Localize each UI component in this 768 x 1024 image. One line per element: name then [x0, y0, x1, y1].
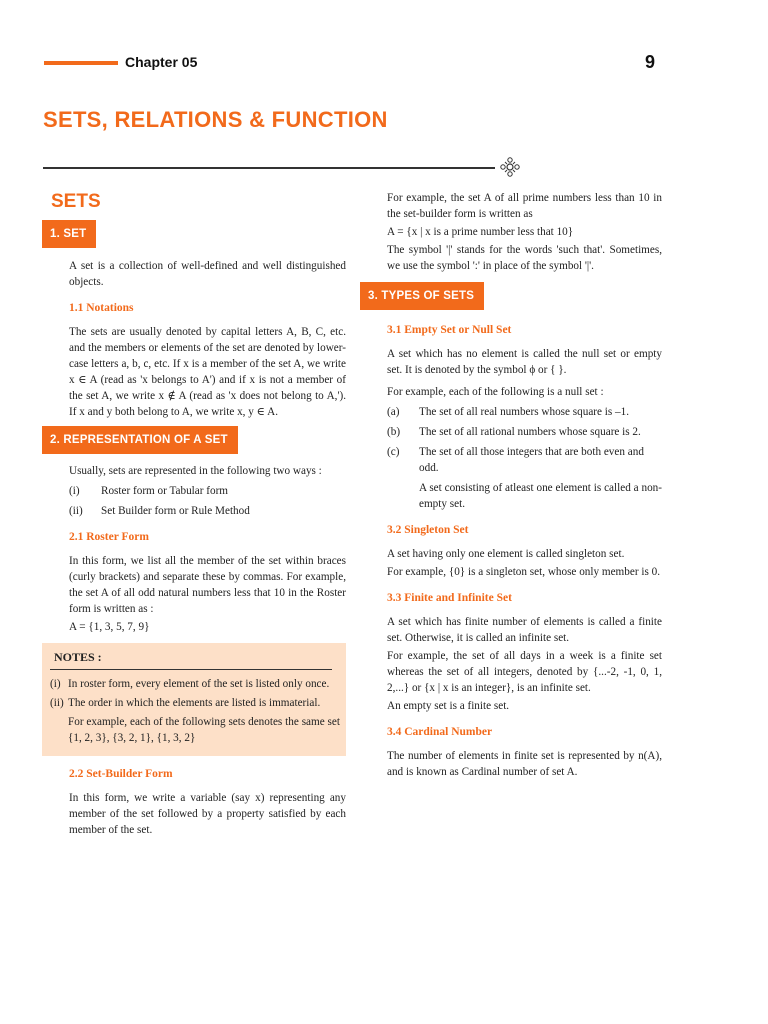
non-empty-set-note: A set consisting of atleast one element is called a non-empty set. — [419, 482, 662, 510]
list-item: (i) Roster form or Tabular form — [69, 485, 229, 497]
list-item: (i) In roster form, every element of the set is listed only once. — [50, 678, 330, 690]
finite-example: For example, the set of all days in a week is a finite set whereas the set of all integers, denoted by {...-2, -1, 0, 1, 2,...} or {x | x is an integer}, is an infinite set. — [387, 650, 662, 694]
list-item: (a) The set of all real numbers whose square is –1. — [387, 406, 630, 418]
header-accent-bar — [44, 61, 118, 65]
floral-ornament-icon — [498, 155, 522, 179]
chapter-label: Chapter 05 — [125, 54, 198, 70]
notes-title: NOTES : — [54, 650, 102, 664]
set-builder-equation: A = {x | x is a prime number less that 10} — [387, 226, 574, 238]
subheading-finite-infinite: 3.3 Finite and Infinite Set — [387, 592, 512, 604]
notes-divider — [50, 669, 332, 670]
sets-heading: SETS — [51, 191, 101, 212]
section-heading-representation: 2. REPRESENTATION OF A SET — [42, 426, 238, 454]
list-item: (c) The set of all those integers that are both even and odd. — [387, 446, 644, 474]
subheading-singleton-set: 3.2 Singleton Set — [387, 524, 469, 536]
set-definition: A set is a collection of well-defined and well distinguished objects. — [69, 260, 346, 288]
list-item: (ii) Set Builder form or Rule Method — [69, 505, 250, 517]
subheading-set-builder: 2.2 Set-Builder Form — [69, 768, 173, 780]
set-builder-example: For example, the set A of all prime numbers less than 10 in the set-builder form is written as — [387, 192, 662, 220]
such-that-note: The symbol '|' stands for the words 'such that'. Sometimes, we use the symbol ':' in place of the symbol '|'. — [387, 244, 662, 272]
subheading-notations: 1.1 Notations — [69, 302, 134, 314]
finite-definition: A set which has finite number of elements is called a finite set. Otherwise, it is called an infinite set. — [387, 616, 662, 644]
title-divider — [43, 167, 495, 169]
left-column — [42, 188, 346, 840]
notes-box — [42, 643, 346, 756]
notations-paragraph: The sets are usually denoted by capital letters A, B, C, etc. and the members or elements of the set are denoted by lower-case letters a, b, c, etc. If x is a member of the set A, we write x ∈ A (read as 'x belongs to A') and if x is not a member of the set A, we write x ∉ A (read as 'x does not belong to A,'). If x and y both belong to A, we write x, y ∈ A. — [69, 326, 346, 418]
set-builder-paragraph: In this form, we write a variable (say x) representing any member of the set followed by a property satisfied by each member of the set. — [69, 792, 346, 836]
page-title: SETS, RELATIONS & FUNCTION — [43, 107, 388, 132]
section-heading-set: 1. SET — [42, 220, 96, 248]
roster-equation: A = {1, 3, 5, 7, 9} — [69, 621, 150, 633]
notes-example: For example, each of the following sets denotes the same set {1, 2, 3}, {3, 2, 1}, {1, 3, 2} — [68, 716, 340, 744]
singleton-definition: A set having only one element is called singleton set. — [387, 548, 625, 560]
page-number: 9 — [645, 52, 656, 72]
subheading-roster-form: 2.1 Roster Form — [69, 531, 149, 543]
empty-set-definition: A set which has no element is called the null set or empty set. It is denoted by the symbol ϕ or { }. — [387, 348, 662, 376]
representation-intro: Usually, sets are represented in the following two ways : — [69, 465, 322, 477]
empty-set-example-intro: For example, each of the following is a null set : — [387, 386, 604, 398]
subheading-cardinal-number: 3.4 Cardinal Number — [387, 726, 493, 738]
section-heading-types: 3. TYPES OF SETS — [360, 282, 484, 310]
singleton-example: For example, {0} is a singleton set, whose only member is 0. — [387, 566, 660, 578]
roster-paragraph: In this form, we list all the member of the set within braces (curly brackets) and separate these by commas. For example, the set A of all odd natural numbers less that 10 in the Roster form is written as : — [69, 555, 346, 615]
right-column — [360, 190, 662, 782]
empty-set-finite-note: An empty set is a finite set. — [387, 700, 510, 712]
list-item: (b) The set of all rational numbers whose square is 2. — [387, 426, 641, 438]
list-item: (ii) The order in which the elements are listed is immaterial. — [50, 697, 321, 709]
cardinal-definition: The number of elements in finite set is represented by n(A), and is known as Cardinal number of set A. — [387, 750, 662, 778]
subheading-empty-set: 3.1 Empty Set or Null Set — [387, 324, 512, 336]
